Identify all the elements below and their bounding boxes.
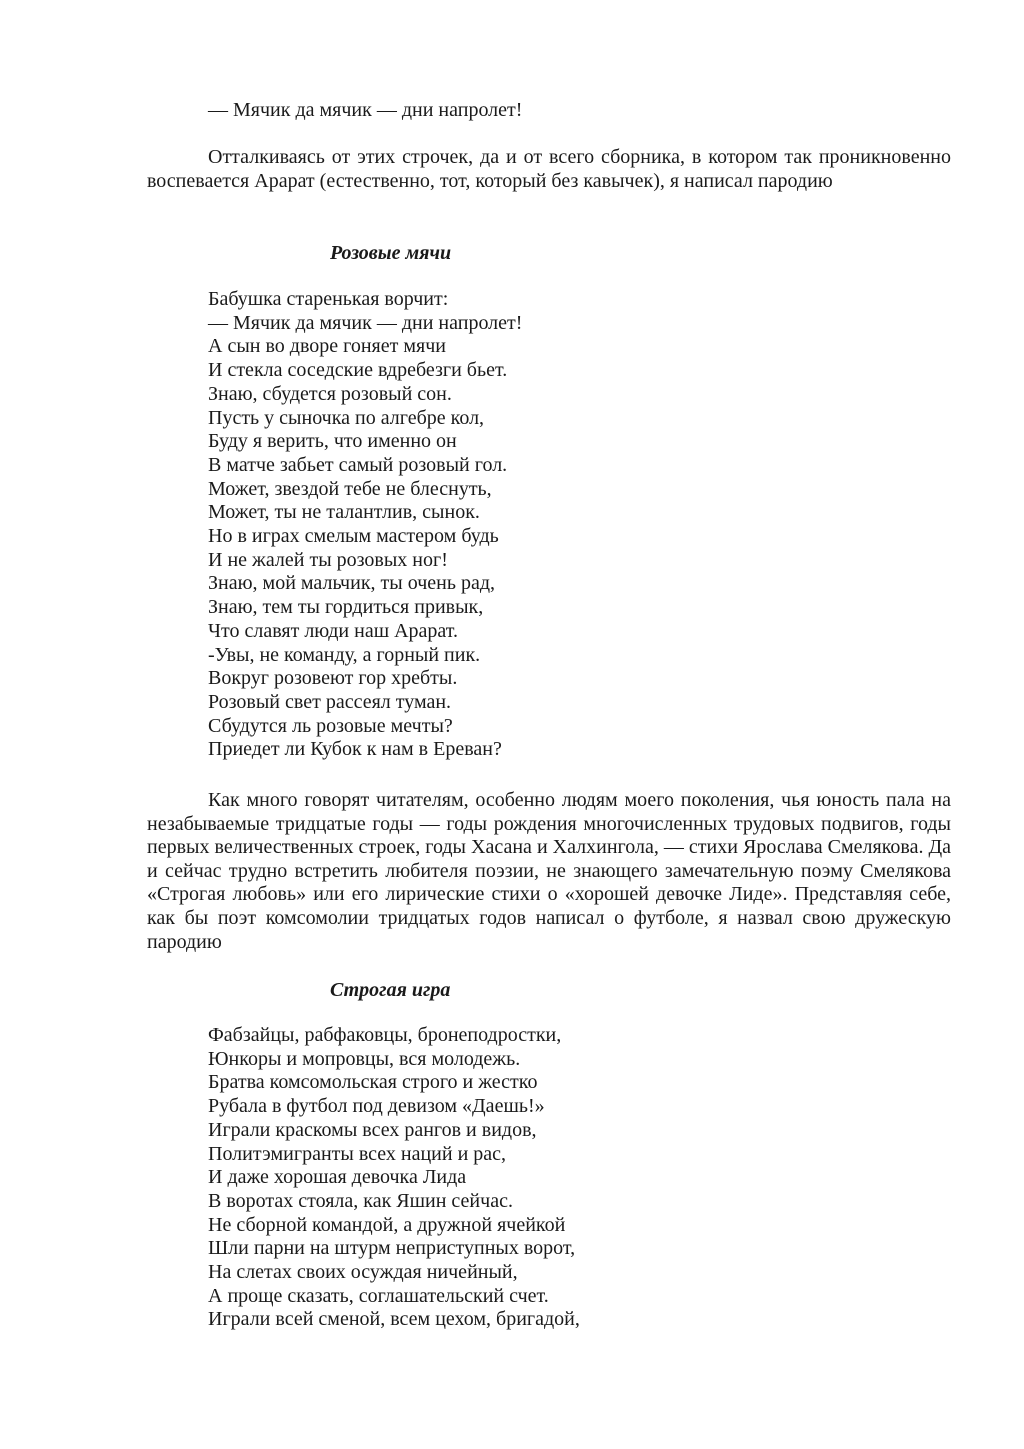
verse-line: Не сборной командой, а дружной ячейкой bbox=[208, 1213, 566, 1236]
verse-line: Но в играх смелым мастером будь bbox=[208, 525, 499, 548]
poem-1-verse bbox=[208, 288, 522, 762]
verse-line: Вокруг розовеют гор хребты. bbox=[208, 667, 458, 690]
poem-2-verse bbox=[208, 1024, 580, 1332]
verse-line: В воротах стояла, как Яшин сейчас. bbox=[208, 1189, 513, 1212]
verse-line: Знаю, тем ты гордиться привык, bbox=[208, 596, 484, 619]
verse-line: — Мячик да мячик — дни напролет! bbox=[208, 311, 523, 334]
verse-line: Сбудутся ль розовые мечты? bbox=[208, 714, 453, 737]
verse-line: На слетах своих осуждая ничейный, bbox=[208, 1261, 518, 1284]
verse-line: А проще сказать, соглашательский счет. bbox=[208, 1284, 549, 1307]
verse-line: Политэмигранты всех наций и рас, bbox=[208, 1142, 507, 1165]
verse-line: Шли парни на штурм неприступных ворот, bbox=[208, 1237, 576, 1260]
verse-line: А сын во дворе гоняет мячи bbox=[208, 335, 446, 358]
paragraph-2: Как много говорят читателям, особенно людям моего поколения, чья юность пала на незабываемые тридцатые годы — годы рождения многочисленных трудовых подвигов, годы первых величественных строек, годы Хасана и Халхингола, — стихи Ярослава Смелякова. Да и сейчас трудно встретить любителя поэзии, не знающего замечательную поэму Смелякова «Строгая любовь» или его лирические стихи о «хорошей девочке Лиде». Представляя себе, как бы поэт комсомолии тридцатых годов написал о футболе, я назвал свою дружескую пародию bbox=[147, 789, 951, 953]
verse-line: Братва комсомольская строго и жестко bbox=[208, 1071, 538, 1094]
verse-line: Играли краскомы всех рангов и видов, bbox=[208, 1118, 537, 1141]
verse-line: И не жалей ты розовых ног! bbox=[208, 548, 448, 571]
verse-line: Пусть у сыночка по алгебре кол, bbox=[208, 406, 485, 429]
verse-line: Розовый свет рассеял туман. bbox=[208, 690, 452, 713]
verse-line: Знаю, сбудется розовый сон. bbox=[208, 382, 452, 405]
verse-line: Может, ты не талантлив, сынок. bbox=[208, 501, 480, 524]
verse-line: Может, звездой тебе не блеснуть, bbox=[208, 477, 492, 500]
verse-line: Юнкоры и мопровцы, вся молодежь. bbox=[208, 1047, 521, 1070]
paragraph-1: Отталкиваясь от этих строчек, да и от всего сборника, в котором так проникновенно воспевается Арарат (естественно, тот, который без кавычек), я написал пародию bbox=[147, 146, 951, 192]
opening-line: — Мячик да мячик — дни напролет! bbox=[208, 99, 523, 121]
verse-line: И стекла соседские вдребезги бьет. bbox=[208, 359, 508, 382]
verse-line: И даже хорошая девочка Лида bbox=[208, 1166, 467, 1189]
verse-line: В матче забьет самый розовый гол. bbox=[208, 453, 508, 476]
verse-line: Приедет ли Кубок к нам в Ереван? bbox=[208, 738, 502, 761]
verse-line: Бабушка старенькая ворчит: bbox=[208, 288, 449, 310]
verse-line: -Увы, не команду, а горный пик. bbox=[208, 643, 481, 666]
verse-line: Играли всей сменой, всем цехом, бригадой, bbox=[208, 1308, 580, 1331]
poem-1-title: Розовые мячи bbox=[330, 242, 452, 264]
verse-line: Знаю, мой мальчик, ты очень рад, bbox=[208, 572, 496, 595]
poem-2-title: Строгая игра bbox=[330, 979, 451, 1001]
verse-line: Рубала в футбол под девизом «Даешь!» bbox=[208, 1095, 545, 1118]
verse-line: Буду я верить, что именно он bbox=[208, 430, 457, 453]
verse-line: Что славят люди наш Арарат. bbox=[208, 619, 459, 642]
verse-line: Фабзайцы, рабфаковцы, бронеподростки, bbox=[208, 1024, 562, 1046]
